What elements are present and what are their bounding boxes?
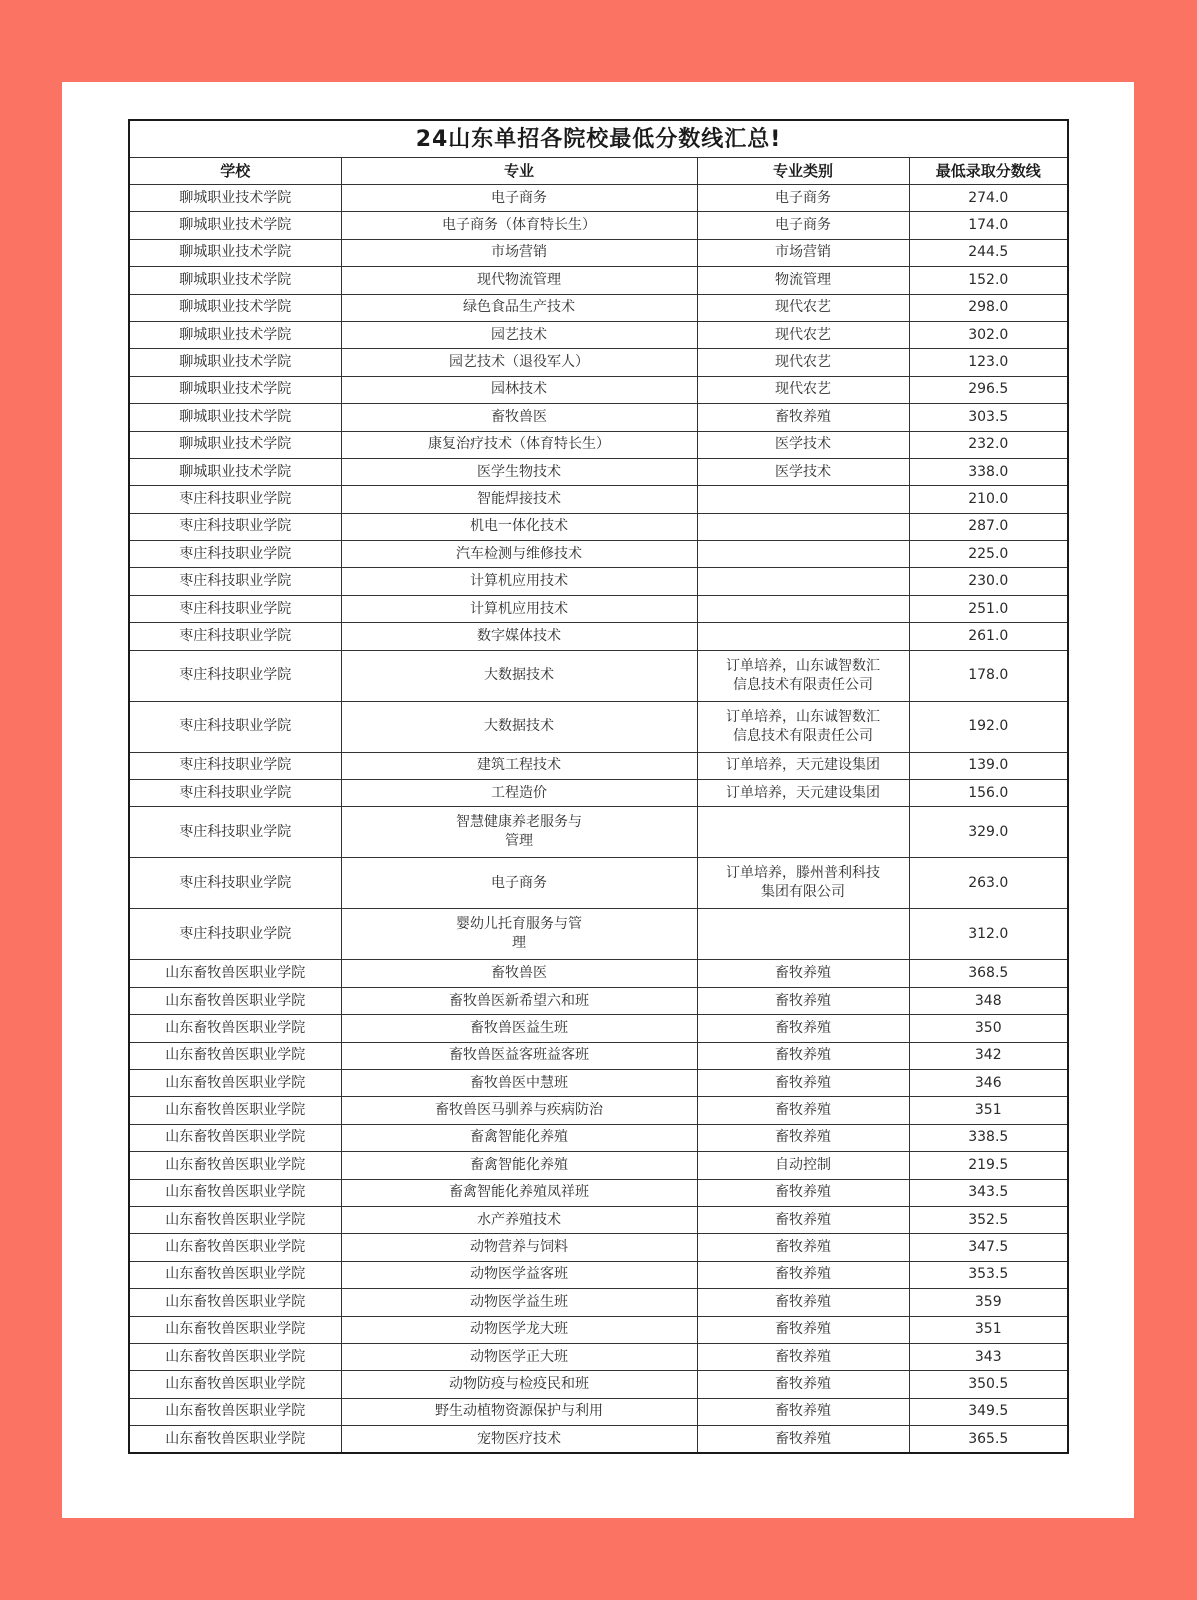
category-cell: 现代农艺 [697,294,909,321]
major-cell: 市场营销 [341,239,697,266]
school-cell: 聊城职业技术学院 [129,294,341,321]
category-cell: 订单培养，山东诚智数汇 信息技术有限责任公司 [697,701,909,752]
score-cell: 225.0 [909,541,1068,568]
major-cell: 计算机应用技术 [341,568,697,595]
table-row [129,404,1068,431]
major-cell: 动物医学正大班 [341,1343,697,1370]
score-cell: 338.5 [909,1124,1068,1151]
category-cell: 物流管理 [697,267,909,294]
major-cell: 大数据技术 [341,650,697,701]
category-cell: 畜牧养殖 [697,1371,909,1398]
category-cell: 畜牧养殖 [697,1015,909,1042]
score-cell: 352.5 [909,1206,1068,1233]
major-cell: 工程造价 [341,780,697,807]
score-cell: 338.0 [909,458,1068,485]
major-cell: 智能焊接技术 [341,486,697,513]
major-cell: 计算机应用技术 [341,595,697,622]
table-row [129,623,1068,650]
school-cell: 枣庄科技职业学院 [129,513,341,540]
school-cell: 山东畜牧兽医职业学院 [129,1289,341,1316]
header-major: 专业 [341,158,697,185]
table-row [129,185,1068,212]
major-cell: 园艺技术（退役军人） [341,349,697,376]
school-cell: 枣庄科技职业学院 [129,858,341,909]
score-cell: 296.5 [909,376,1068,403]
score-cell: 350 [909,1015,1068,1042]
score-cell: 174.0 [909,212,1068,239]
major-cell: 野生动植物资源保护与利用 [341,1398,697,1425]
score-table [128,119,1069,1454]
category-cell: 订单培养，滕州普利科技 集团有限公司 [697,858,909,909]
table-row [129,1179,1068,1206]
score-cell: 312.0 [909,909,1068,960]
school-cell: 山东畜牧兽医职业学院 [129,1069,341,1096]
score-cell: 359 [909,1289,1068,1316]
category-cell: 自动控制 [697,1152,909,1179]
school-cell: 山东畜牧兽医职业学院 [129,1426,341,1454]
major-cell: 数字媒体技术 [341,623,697,650]
category-cell: 医学技术 [697,431,909,458]
category-cell [697,486,909,513]
score-cell: 123.0 [909,349,1068,376]
table-row [129,294,1068,321]
table-row [129,1343,1068,1370]
table-row [129,1261,1068,1288]
major-cell: 动物医学益生班 [341,1289,697,1316]
table-row [129,752,1068,779]
score-cell: 263.0 [909,858,1068,909]
category-cell [697,541,909,568]
school-cell: 聊城职业技术学院 [129,376,341,403]
school-cell: 山东畜牧兽医职业学院 [129,987,341,1014]
score-cell: 351 [909,1097,1068,1124]
school-cell: 山东畜牧兽医职业学院 [129,1371,341,1398]
school-cell: 枣庄科技职业学院 [129,595,341,622]
table-row [129,780,1068,807]
category-cell: 畜牧养殖 [697,987,909,1014]
table-row [129,349,1068,376]
table-row [129,960,1068,987]
category-cell: 畜牧养殖 [697,1206,909,1233]
major-cell: 医学生物技术 [341,458,697,485]
major-cell: 水产养殖技术 [341,1206,697,1233]
school-cell: 山东畜牧兽医职业学院 [129,1042,341,1069]
table-row [129,1097,1068,1124]
major-cell: 畜牧兽医益生班 [341,1015,697,1042]
score-cell: 343.5 [909,1179,1068,1206]
score-cell: 298.0 [909,294,1068,321]
category-cell: 电子商务 [697,185,909,212]
table-row [129,701,1068,752]
category-cell [697,595,909,622]
category-cell [697,568,909,595]
score-cell: 178.0 [909,650,1068,701]
category-cell: 畜牧养殖 [697,1042,909,1069]
table-row [129,541,1068,568]
header-row [129,158,1068,185]
score-cell: 349.5 [909,1398,1068,1425]
major-cell: 婴幼儿托育服务与管 理 [341,909,697,960]
score-cell: 348 [909,987,1068,1014]
table-row [129,212,1068,239]
document-page [62,82,1134,1518]
school-cell: 山东畜牧兽医职业学院 [129,1015,341,1042]
category-cell: 畜牧养殖 [697,404,909,431]
school-cell: 枣庄科技职业学院 [129,486,341,513]
school-cell: 山东畜牧兽医职业学院 [129,960,341,987]
category-cell: 畜牧养殖 [697,960,909,987]
category-cell: 现代农艺 [697,349,909,376]
major-cell: 动物医学龙大班 [341,1316,697,1343]
score-cell: 346 [909,1069,1068,1096]
school-cell: 枣庄科技职业学院 [129,807,341,858]
category-cell [697,623,909,650]
title-row [129,120,1068,158]
score-cell: 303.5 [909,404,1068,431]
major-cell: 园林技术 [341,376,697,403]
school-cell: 山东畜牧兽医职业学院 [129,1152,341,1179]
major-cell: 畜禽智能化养殖凤祥班 [341,1179,697,1206]
school-cell: 聊城职业技术学院 [129,267,341,294]
table-row [129,376,1068,403]
major-cell: 康复治疗技术（体育特长生） [341,431,697,458]
major-cell: 动物营养与饲料 [341,1234,697,1261]
school-cell: 聊城职业技术学院 [129,431,341,458]
score-cell: 302.0 [909,321,1068,348]
major-cell: 汽车检测与维修技术 [341,541,697,568]
table-row [129,486,1068,513]
category-cell: 订单培养，天元建设集团 [697,780,909,807]
table-row [129,650,1068,701]
table-row [129,595,1068,622]
score-cell: 230.0 [909,568,1068,595]
category-cell: 订单培养，天元建设集团 [697,752,909,779]
school-cell: 山东畜牧兽医职业学院 [129,1206,341,1233]
table-row [129,1152,1068,1179]
major-cell: 机电一体化技术 [341,513,697,540]
major-cell: 电子商务 [341,858,697,909]
major-cell: 现代物流管理 [341,267,697,294]
table-row [129,239,1068,266]
category-cell: 畜牧养殖 [697,1124,909,1151]
score-cell: 353.5 [909,1261,1068,1288]
header-min-score: 最低录取分数线 [909,158,1068,185]
category-cell: 畜牧养殖 [697,1069,909,1096]
school-cell: 山东畜牧兽医职业学院 [129,1398,341,1425]
table-row [129,431,1068,458]
table-row [129,1015,1068,1042]
score-cell: 342 [909,1042,1068,1069]
category-cell: 订单培养，山东诚智数汇 信息技术有限责任公司 [697,650,909,701]
category-cell [697,807,909,858]
major-cell: 园艺技术 [341,321,697,348]
table-row [129,1426,1068,1454]
category-cell: 市场营销 [697,239,909,266]
table-row [129,1316,1068,1343]
table-body [129,185,1068,1454]
category-cell: 现代农艺 [697,376,909,403]
table-row [129,513,1068,540]
table-row [129,858,1068,909]
table-row [129,1398,1068,1425]
category-cell [697,513,909,540]
header-category: 专业类别 [697,158,909,185]
major-cell: 动物防疫与检疫民和班 [341,1371,697,1398]
category-cell [697,909,909,960]
major-cell: 智慧健康养老服务与 管理 [341,807,697,858]
category-cell: 畜牧养殖 [697,1261,909,1288]
school-cell: 枣庄科技职业学院 [129,623,341,650]
score-cell: 350.5 [909,1371,1068,1398]
table-row [129,267,1068,294]
table-row [129,1069,1068,1096]
score-cell: 368.5 [909,960,1068,987]
major-cell: 电子商务 [341,185,697,212]
score-cell: 219.5 [909,1152,1068,1179]
score-cell: 139.0 [909,752,1068,779]
score-cell: 343 [909,1343,1068,1370]
major-cell: 畜牧兽医新希望六和班 [341,987,697,1014]
major-cell: 电子商务（体育特长生） [341,212,697,239]
school-cell: 枣庄科技职业学院 [129,752,341,779]
major-cell: 畜牧兽医 [341,404,697,431]
category-cell: 畜牧养殖 [697,1234,909,1261]
category-cell: 畜牧养殖 [697,1179,909,1206]
table-row [129,1371,1068,1398]
score-cell: 152.0 [909,267,1068,294]
score-cell: 351 [909,1316,1068,1343]
school-cell: 聊城职业技术学院 [129,321,341,348]
school-cell: 山东畜牧兽医职业学院 [129,1097,341,1124]
category-cell: 畜牧养殖 [697,1097,909,1124]
school-cell: 枣庄科技职业学院 [129,650,341,701]
score-cell: 232.0 [909,431,1068,458]
table-row [129,321,1068,348]
major-cell: 建筑工程技术 [341,752,697,779]
school-cell: 山东畜牧兽医职业学院 [129,1261,341,1288]
school-cell: 山东畜牧兽医职业学院 [129,1179,341,1206]
table-row [129,1289,1068,1316]
school-cell: 枣庄科技职业学院 [129,701,341,752]
score-cell: 329.0 [909,807,1068,858]
school-cell: 枣庄科技职业学院 [129,909,341,960]
category-cell: 畜牧养殖 [697,1289,909,1316]
school-cell: 山东畜牧兽医职业学院 [129,1316,341,1343]
major-cell: 大数据技术 [341,701,697,752]
major-cell: 绿色食品生产技术 [341,294,697,321]
score-cell: 251.0 [909,595,1068,622]
school-cell: 山东畜牧兽医职业学院 [129,1343,341,1370]
table-row [129,568,1068,595]
category-cell: 畜牧养殖 [697,1426,909,1454]
table-row [129,909,1068,960]
school-cell: 聊城职业技术学院 [129,239,341,266]
school-cell: 聊城职业技术学院 [129,349,341,376]
school-cell: 山东畜牧兽医职业学院 [129,1124,341,1151]
school-cell: 枣庄科技职业学院 [129,541,341,568]
major-cell: 宠物医疗技术 [341,1426,697,1454]
school-cell: 聊城职业技术学院 [129,185,341,212]
category-cell: 现代农艺 [697,321,909,348]
header-school: 学校 [129,158,341,185]
major-cell: 畜禽智能化养殖 [341,1152,697,1179]
major-cell: 畜牧兽医马驯养与疾病防治 [341,1097,697,1124]
table-row [129,807,1068,858]
school-cell: 聊城职业技术学院 [129,458,341,485]
category-cell: 医学技术 [697,458,909,485]
school-cell: 枣庄科技职业学院 [129,568,341,595]
school-cell: 聊城职业技术学院 [129,404,341,431]
table-row [129,1206,1068,1233]
school-cell: 山东畜牧兽医职业学院 [129,1234,341,1261]
major-cell: 畜牧兽医益客班益客班 [341,1042,697,1069]
major-cell: 畜禽智能化养殖 [341,1124,697,1151]
table-row [129,1042,1068,1069]
major-cell: 动物医学益客班 [341,1261,697,1288]
category-cell: 畜牧养殖 [697,1398,909,1425]
table-title: 24山东单招各院校最低分数线汇总! [129,120,1068,158]
score-cell: 192.0 [909,701,1068,752]
school-cell: 枣庄科技职业学院 [129,780,341,807]
category-cell: 电子商务 [697,212,909,239]
score-cell: 244.5 [909,239,1068,266]
school-cell: 聊城职业技术学院 [129,212,341,239]
score-cell: 210.0 [909,486,1068,513]
table-row [129,1234,1068,1261]
score-cell: 365.5 [909,1426,1068,1454]
major-cell: 畜牧兽医中慧班 [341,1069,697,1096]
category-cell: 畜牧养殖 [697,1343,909,1370]
score-cell: 274.0 [909,185,1068,212]
score-cell: 347.5 [909,1234,1068,1261]
score-cell: 261.0 [909,623,1068,650]
major-cell: 畜牧兽医 [341,960,697,987]
table-row [129,987,1068,1014]
score-cell: 156.0 [909,780,1068,807]
score-cell: 287.0 [909,513,1068,540]
table-row [129,1124,1068,1151]
table-row [129,458,1068,485]
category-cell: 畜牧养殖 [697,1316,909,1343]
